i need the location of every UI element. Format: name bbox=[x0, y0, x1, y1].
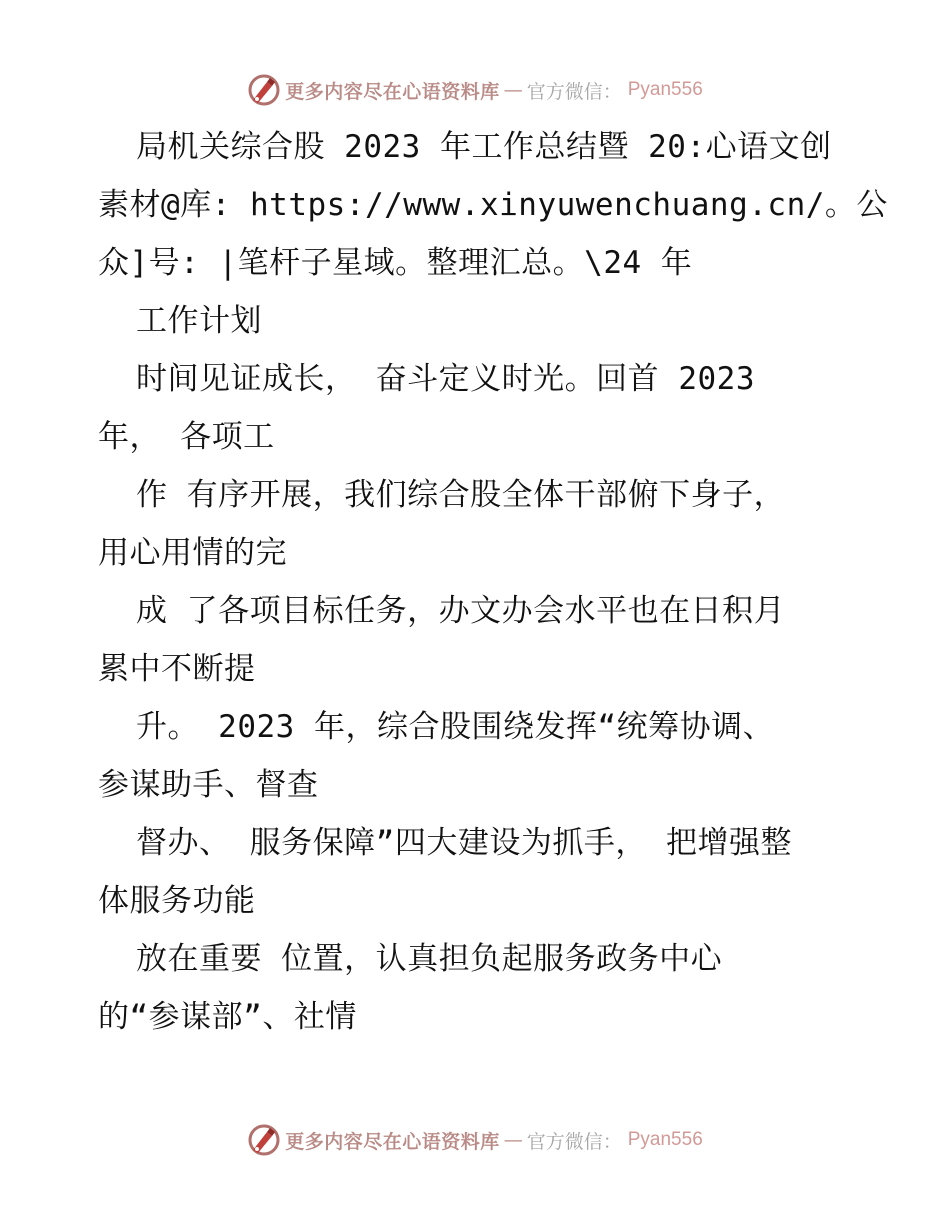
body-line: 参谋助手、督查 bbox=[98, 767, 319, 803]
body-line: 工作计划 bbox=[136, 303, 262, 339]
body-line: 时间见证成长， 奋斗定义时光。回首 2023 bbox=[136, 361, 755, 397]
banner-slogan: 更多内容尽在心语资料库 bbox=[285, 1130, 500, 1153]
pen-logo-icon bbox=[247, 1123, 281, 1157]
body-line: 升。 2023 年，综合股围绕发挥“统筹协调、 bbox=[136, 709, 775, 745]
banner-wechat-label: 官方微信： bbox=[526, 1130, 622, 1153]
banner-wechat-label: 官方微信： bbox=[526, 80, 622, 103]
body-line: 众]号: |笔杆子星域。整理汇总。\24 年 bbox=[98, 245, 693, 281]
body-line: 督办、 服务保障”四大建设为抓手， 把增强整 bbox=[136, 825, 792, 861]
body-line: 成 了各项目标任务，办文办会水平也在日积月 bbox=[136, 593, 786, 629]
banner-wechat-id: Pyan556 bbox=[627, 79, 703, 100]
body-line: 放在重要 位置，认真担负起服务政务中心 bbox=[136, 941, 723, 977]
banner-slogan: 更多内容尽在心语资料库 bbox=[285, 80, 500, 103]
footer-banner bbox=[0, 1120, 950, 1160]
banner-separator: — bbox=[503, 1129, 523, 1151]
body-line: 的“参谋部”、社情 bbox=[98, 999, 357, 1035]
body-line: 素材@库: https://www.xinyuwenchuang.cn/。公 bbox=[98, 187, 888, 223]
header-banner bbox=[0, 70, 950, 110]
body-line: 作 有序开展，我们综合股全体干部俯下身子， bbox=[136, 477, 786, 513]
document-body bbox=[98, 118, 888, 1046]
banner-separator: — bbox=[503, 79, 523, 101]
pen-logo-icon bbox=[247, 73, 281, 107]
banner-wechat-id: Pyan556 bbox=[627, 1129, 703, 1150]
body-line: 累中不断提 bbox=[98, 651, 256, 687]
body-line: 局机关综合股 2023 年工作总结暨 20:心语文创 bbox=[136, 129, 832, 165]
body-line: 年， 各项工 bbox=[98, 419, 275, 455]
body-line: 体服务功能 bbox=[98, 883, 256, 919]
body-line: 用心用情的完 bbox=[98, 535, 287, 571]
